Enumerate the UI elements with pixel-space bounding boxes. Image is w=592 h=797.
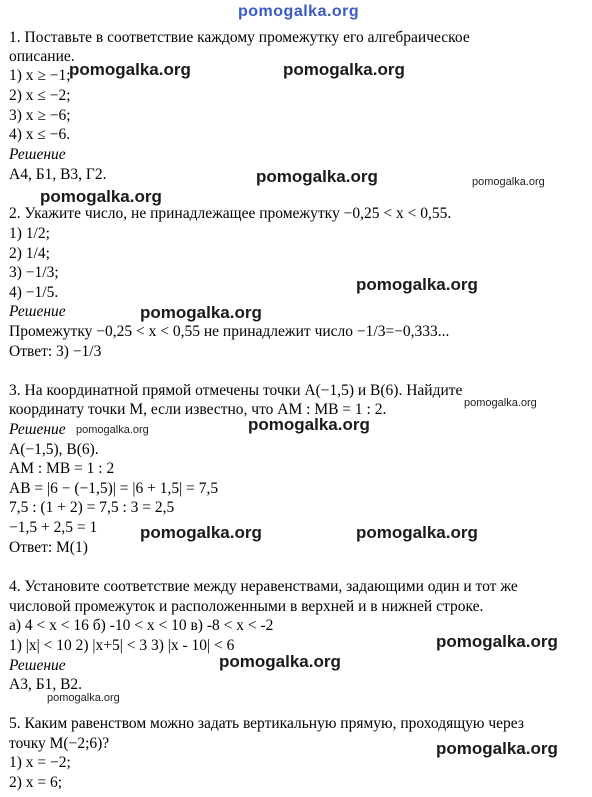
task-4-question-line-1: 4. Установите соответствие между неравенствами, задающими один и тот же — [9, 578, 518, 595]
task-3-question-line-1: 3. На координатной прямой отмечены точки A(−1,5) и B(6). Найдите — [9, 382, 463, 399]
header-watermark: pomogalka.org — [238, 3, 360, 20]
watermark: pomogalka.org — [283, 60, 405, 79]
task-1-solution-label: Решение — [9, 146, 66, 163]
task-1-option-4: 4) x ≤ −6. — [9, 126, 71, 143]
watermark: pomogalka.org — [356, 275, 478, 294]
task-1-question-line-1: 1. Поставьте в соответствие каждому промежутку его алгебраическое — [9, 29, 470, 46]
task-1-option-3: 3) x ≥ −6; — [9, 107, 71, 124]
task-1-answer: А4, Б1, В3, Г2. — [9, 166, 107, 183]
task-2-option-3: 3) −1/3; — [9, 264, 59, 281]
task-4-answer: А3, Б1, В2. — [9, 676, 83, 693]
task-5-option-1: 1) x = −2; — [9, 754, 71, 771]
task-3-step-2: AM : MB = 1 : 2 — [9, 460, 115, 477]
watermark: pomogalka.org — [436, 632, 558, 651]
task-3-step-3: AB = |6 − (−1,5)| = |6 + 1,5| = 7,5 — [9, 480, 219, 497]
watermark: pomogalka.org — [47, 692, 120, 704]
watermark: pomogalka.org — [436, 739, 558, 758]
task-5-question-line-1: 5. Каким равенством можно задать вертикальную прямую, проходящую через — [9, 715, 524, 732]
task-1-option-1: 1) x ≥ −1; — [9, 67, 71, 84]
task-2-option-1: 1) 1/2; — [9, 225, 50, 242]
task-3-question-line-2: координату точки M, если известно, что AM : MB = 1 : 2. — [9, 401, 387, 418]
watermark: pomogalka.org — [256, 167, 378, 186]
watermark: pomogalka.org — [219, 652, 341, 671]
watermark: pomogalka.org — [248, 415, 370, 434]
watermark: pomogalka.org — [140, 303, 262, 322]
task-4-row-bottom: 1) |x| < 10 2) |x+5| < 3 3) |x - 10| < 6 — [9, 637, 235, 654]
task-4-question-line-2: числовой промежуток и расположенными в верхней и в нижней строке. — [9, 598, 484, 615]
watermark: pomogalka.org — [472, 176, 545, 188]
watermark: pomogalka.org — [140, 523, 262, 542]
watermark: pomogalka.org — [40, 187, 162, 206]
task-2-option-4: 4) −1/5. — [9, 284, 59, 301]
task-4-row-top: а) 4 < x < 16 б) -10 < x < 10 в) -8 < x < -2 — [9, 617, 274, 634]
task-2-option-2: 2) 1/4; — [9, 245, 50, 262]
task-3-solution-label: Решение — [9, 421, 66, 438]
task-5-option-2: 2) x = 6; — [9, 774, 63, 791]
task-3-step-1: A(−1,5), B(6). — [9, 441, 99, 458]
task-1-question-line-2: описание. — [9, 48, 75, 65]
task-2-solution-text: Промежутку −0,25 < x < 0,55 не принадлежит число −1/3=−0,333... — [9, 323, 450, 340]
task-3-step-4: 7,5 : (1 + 2) = 7,5 : 3 = 2,5 — [9, 499, 175, 516]
task-2-solution-label: Решение — [9, 303, 66, 320]
task-2-question: 2. Укажите число, не принадлежащее промежутку −0,25 < x < 0,55. — [9, 205, 452, 222]
task-2-answer: Ответ: 3) −1/3 — [9, 343, 102, 360]
watermark: pomogalka.org — [356, 523, 478, 542]
task-3-step-5: −1,5 + 2,5 = 1 — [9, 519, 98, 536]
task-4-solution-label: Решение — [9, 657, 66, 674]
watermark: pomogalka.org — [464, 397, 537, 409]
task-3-answer: Ответ: M(1) — [9, 539, 88, 556]
watermark: pomogalka.org — [76, 424, 149, 436]
task-5-question-line-2: точку M(−2;6)? — [9, 735, 110, 752]
watermark: pomogalka.org — [69, 60, 191, 79]
task-1-option-2: 2) x ≤ −2; — [9, 87, 71, 104]
